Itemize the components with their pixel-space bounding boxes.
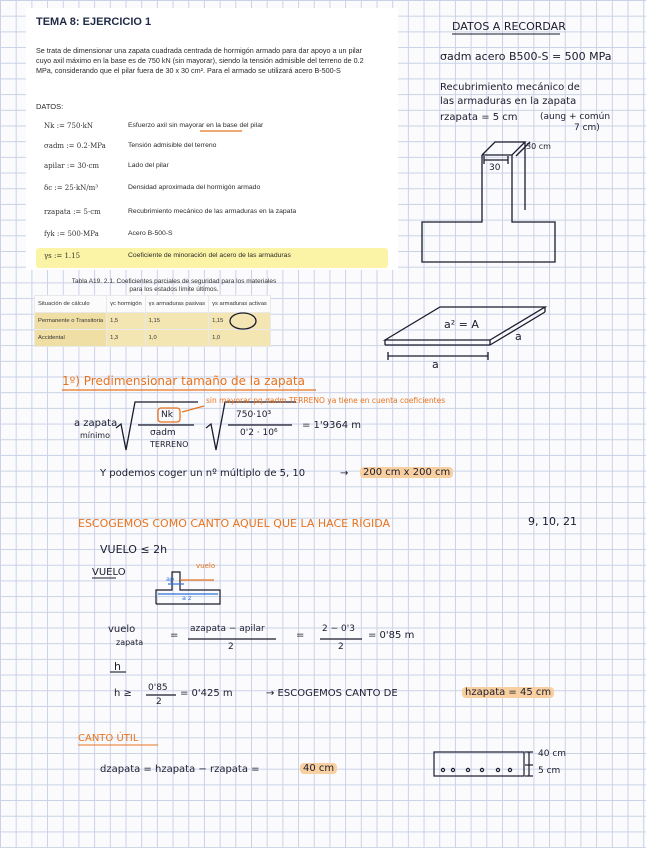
- vuelo-result: = 0'85 m: [368, 630, 415, 641]
- data-symbol: γs := 1.15: [44, 252, 81, 260]
- circle-gamma-s: [230, 313, 256, 329]
- side-label: a: [432, 358, 439, 371]
- h-inequality: h ≥: [114, 688, 132, 699]
- steel-note: σadm acero B500-S = 500 MPa: [440, 50, 612, 63]
- table-cell: 1,3: [107, 330, 146, 347]
- step2-heading: ESCOGEMOS COMO CANTO AQUEL QUE LA HACE RÍGIDA: [78, 517, 391, 530]
- reference-pages: 9, 10, 21: [528, 515, 577, 528]
- notes-heading: DATOS A RECORDAR: [452, 20, 566, 33]
- exercise-title: TEMA 8: EJERCICIO 1: [36, 16, 152, 28]
- note-arrow: [182, 406, 204, 412]
- data-symbol: δc := 25·kN/m³: [44, 184, 99, 192]
- numerator: 750·10³: [236, 410, 272, 420]
- vuelo-lhs: vuelo: [108, 624, 136, 635]
- frac-numerator: azapata − apilar: [190, 624, 265, 634]
- table-cell: 1,0: [209, 330, 271, 347]
- rebar-section-sketch: [434, 752, 533, 776]
- data-description: Tensión admisible del terreno: [128, 142, 217, 149]
- vuelo-lhs-sub: zapata: [116, 638, 144, 647]
- data-description: Coeficiente de minoración del acero de las armaduras: [128, 252, 291, 259]
- step1-note: sin mayorar pq σadm TERRENO ya tiene en cuenta coeficientes: [206, 396, 446, 405]
- data-symbol: σadm := 0.2·MPa: [44, 142, 106, 150]
- h-denominator: 2: [156, 697, 162, 707]
- size-arrow: →: [340, 468, 349, 479]
- vuelo-label: VUELO: [92, 567, 126, 578]
- canto-util-formula: dzapata = hzapata − rzapata =: [100, 764, 260, 775]
- sigma-symbol: σadm: [150, 428, 176, 438]
- cover-note: rzapata = 5 cm: [440, 112, 518, 123]
- dimension-label: 30: [489, 163, 501, 173]
- data-symbol: Nk := 750·kN: [44, 122, 93, 130]
- data-description: Esfuerzo axil sin mayorar en la base del pilar: [128, 122, 264, 129]
- multiple-note: Y podemos coger un nº múltiplo de 5, 10: [100, 468, 306, 479]
- frac-denominator: 2: [228, 642, 234, 652]
- canto-util-value: 40 cm: [300, 763, 337, 774]
- chosen-size: 200 cm x 200 cm: [360, 467, 453, 478]
- data-symbol: apilar := 30·cm: [44, 162, 100, 170]
- value-denominator: 2: [338, 642, 344, 652]
- dimension-label: 40 cm: [538, 749, 567, 759]
- data-description: Recubrimiento mecánico de las armaduras en la zapata: [128, 208, 297, 215]
- table-header: Situación de cálculo: [35, 296, 107, 313]
- column-footing-sketch: [422, 142, 555, 262]
- step1-heading: 1º) Predimensionar tamaño de la zapata: [62, 374, 305, 388]
- h-result: = 0'425 m: [180, 688, 233, 699]
- cover-note: 7 cm): [574, 123, 600, 133]
- h-chosen-value: hzapata = 45 cm: [462, 687, 554, 698]
- a-zapata-label: a zapata: [74, 418, 118, 429]
- dimension-label: 5 cm: [538, 766, 561, 776]
- cover-note: las armaduras en la zapata: [440, 96, 577, 107]
- data-symbol: fyk := 500·MPa: [44, 230, 99, 238]
- table-cell: 1,15: [145, 313, 208, 330]
- h-choice-text: → ESCOGEMOS CANTO DE: [266, 688, 398, 699]
- data-description: Lado del pilar: [128, 162, 169, 169]
- sigma-subscript: TERRENO: [150, 440, 189, 449]
- data-description: Acero B-500-S: [128, 230, 173, 237]
- result: = 1'9364 m: [302, 420, 362, 431]
- denominator: 0'2 · 10⁶: [240, 428, 278, 438]
- table-cell: 1,5: [107, 313, 146, 330]
- data-symbol: rzapata := 5·cm: [44, 208, 101, 216]
- table-cell: Permanente o Transitoria: [35, 313, 107, 330]
- vuelo-rule: VUELO ≤ 2h: [100, 543, 168, 556]
- area-label: a² = A: [444, 318, 479, 331]
- table-caption-line: para los estados límite últimos.: [129, 286, 219, 293]
- table-header: γc hormigón: [107, 296, 146, 313]
- dimension-label: 30 cm: [526, 142, 551, 151]
- step3-heading: CANTO ÚTIL: [78, 733, 139, 744]
- vuelo-fractions: [146, 639, 362, 695]
- equals-sign: =: [296, 630, 305, 641]
- nk-symbol: Nk: [161, 410, 173, 420]
- table-header: γs armaduras activas: [209, 296, 271, 313]
- sketch-az: a z: [182, 594, 192, 602]
- side-label: a: [515, 330, 522, 343]
- h-label: h: [114, 660, 121, 673]
- datos-label: DATOS:: [36, 102, 64, 111]
- table-cell-circled: 1,15: [209, 313, 271, 330]
- sketch-vuelo: vuelo: [196, 562, 216, 570]
- value-numerator: 2 − 0'3: [322, 624, 355, 634]
- data-description: Densidad aproximada del hormigón armado: [128, 184, 261, 191]
- cover-note: Recubrimiento mecánico de: [440, 82, 580, 93]
- equals-sign: =: [170, 630, 179, 641]
- cover-note: (aung + común: [540, 112, 611, 122]
- exercise-statement: Se trata de dimensionar una zapata cuadrada centrada de hormigón armado para dar apoyo a un pilar cuyo axil máximo en la base es de 750 kN (sin mayorar), siendo la tensión admisible del terreno de 0.2 MPa, considerando que el pilar fuera de 30 x 30 cm². Para el armado se utilizará acero B-500-S: [36, 46, 364, 75]
- sketch-ap: ap: [166, 575, 175, 583]
- table-header: γs armaduras pasivas: [145, 296, 208, 313]
- h-numerator: 0'85: [148, 683, 168, 693]
- table-caption-line: Tabla A19. 2.1. Coeficientes parciales de seguridad para los materiales: [71, 278, 277, 285]
- a-zapata-sub: mínimo: [80, 431, 110, 440]
- table-cell: 1,0: [145, 330, 208, 347]
- table-cell: Accidental: [35, 330, 107, 347]
